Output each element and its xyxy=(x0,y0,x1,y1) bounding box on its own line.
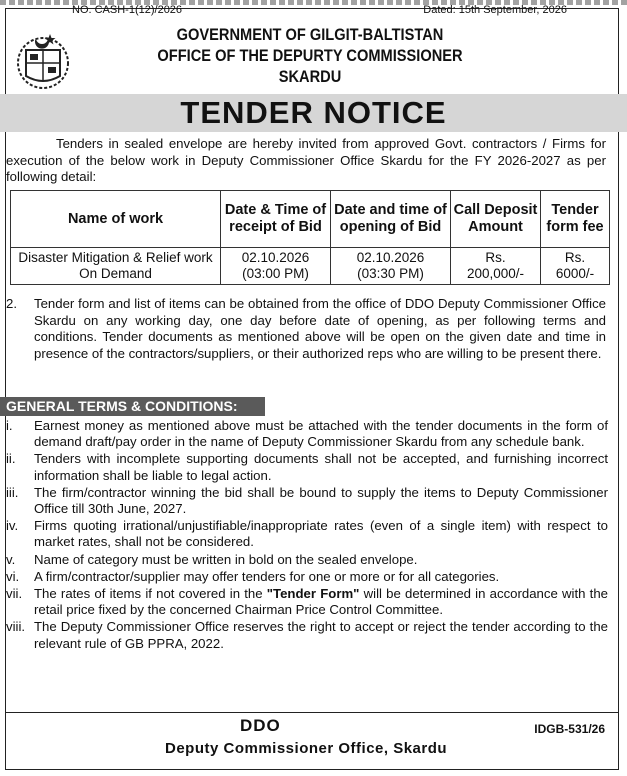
opening-date: 02.10.2026 xyxy=(356,250,425,265)
list-item xyxy=(6,569,608,585)
opening-time: (03:30 PM) xyxy=(357,266,424,281)
fee-currency: Rs. xyxy=(564,250,586,265)
cell-receipt xyxy=(221,248,331,285)
col-call-deposit: Call Deposit Amount xyxy=(451,191,541,248)
col-name-of-work: Name of work xyxy=(11,191,221,248)
list-item xyxy=(6,418,608,450)
term-text-pre: The rates of items if not covered in the xyxy=(34,586,267,602)
term-number: vii. xyxy=(6,586,23,602)
cell-tender-fee xyxy=(541,248,610,285)
list-item xyxy=(6,485,608,517)
term-number: viii. xyxy=(6,619,26,635)
term-number: iv. xyxy=(6,518,19,534)
term-text: The Deputy Commissioner Office reserves the right to accept or reject the tender according to the relevant rule of GB PPRA, 2022. xyxy=(34,619,608,651)
list-item xyxy=(6,586,608,618)
term-text: The firm/contractor winning the bid shall be bound to supply the items to Deputy Commissioner Office till 30th June, 2027. xyxy=(34,484,608,517)
cdr-amount: 200,000/- xyxy=(466,266,525,281)
term-text: Tenders with incomplete supporting documents shall not be accepted, and furnishing incorrect information shall be liable to legal action. xyxy=(34,451,608,483)
list-item xyxy=(6,518,608,550)
fee-amount: 6000/- xyxy=(555,266,595,281)
receipt-time: (03:00 PM) xyxy=(242,266,309,281)
terms-list xyxy=(6,418,608,653)
list-item xyxy=(6,451,608,483)
header-government: GOVERNMENT OF GILGIT-BALTISTAN xyxy=(176,25,444,44)
term-number: ii. xyxy=(6,451,16,467)
col-tender-fee: Tender form fee xyxy=(541,191,610,248)
receipt-date: 02.10.2026 xyxy=(241,250,310,265)
table-header-row xyxy=(11,191,610,248)
intro-text: Tenders in sealed envelope are hereby invited from approved Govt. contractors / Firms for execution of the below work in Deputy Commissioner Office Skardu for the FY 2026-2027 as per following detail: xyxy=(6,136,606,184)
intro-paragraph xyxy=(6,136,606,186)
section-title: GENERAL TERMS & CONDITIONS: xyxy=(0,397,265,416)
list-item xyxy=(6,619,608,651)
term-number: iii. xyxy=(6,484,19,500)
col-opening: Date and time of opening of Bid xyxy=(331,191,451,248)
term-text: Name of category must be written in bold on the sealed envelope. xyxy=(34,551,418,567)
reference-number: NO. CASH-1(12)/2026 xyxy=(72,4,183,16)
cell-opening xyxy=(331,248,451,285)
term-number: vi. xyxy=(6,568,20,584)
term-text-post: will be determined in accordance with the retail price fixed by the concerned Chairman Price Control Committee. xyxy=(34,586,609,618)
paragraph-2-number: 2. xyxy=(6,296,17,311)
work-details-table xyxy=(10,190,610,285)
footer-divider xyxy=(5,712,619,713)
term-text: Firms quoting irrational/unjustifiable/inappropriate rates (even of a single item) with respect to market rates, shall not be considered. xyxy=(34,518,608,550)
term-number: i. xyxy=(6,418,13,433)
cdr-currency: Rs. xyxy=(485,250,506,265)
cell-work: Disaster Mitigation & Relief work On Demand xyxy=(11,248,221,285)
term-number: v. xyxy=(6,551,16,567)
government-emblem-icon xyxy=(14,30,72,92)
table-row xyxy=(11,248,610,285)
col-receipt: Date & Time of receipt of Bid xyxy=(221,191,331,248)
advertisement-reference: IDGB-531/26 xyxy=(534,722,605,736)
tender-form-emphasis: "Tender Form" xyxy=(266,586,360,602)
page-title: TENDER NOTICE xyxy=(0,94,627,132)
signature-title: DDO xyxy=(240,716,281,735)
notice-date: Dated: 15th September, 2026 xyxy=(423,4,567,16)
cell-call-deposit xyxy=(451,248,541,285)
term-text: A firm/contractor/supplier may offer tenders for one or more or for all categories. xyxy=(34,568,500,584)
term-text xyxy=(34,586,608,618)
term-text: Earnest money as mentioned above must be attached with the tender documents in the form of demand draft/pay order in the name of Deputy Commissioner Skardu from any schedule bank. xyxy=(34,418,608,450)
header-office: OFFICE OF THE DEPURTY COMMISSIONER xyxy=(157,46,463,65)
list-item xyxy=(6,552,608,568)
signature-office: Deputy Commissioner Office, Skardu xyxy=(165,740,448,757)
paragraph-2 xyxy=(6,296,606,362)
header-city: SKARDU xyxy=(278,67,342,86)
paragraph-2-text: Tender form and list of items can be obtained from the office of DDO Deputy Commissioner Office Skardu on any working day, one day before date of opening, as per following terms and conditions. Tender documents as mentioned above will be open on the given date and time in presence of the contractors/suppliers, or their authorized reps who are willing to be present there. xyxy=(34,296,606,361)
